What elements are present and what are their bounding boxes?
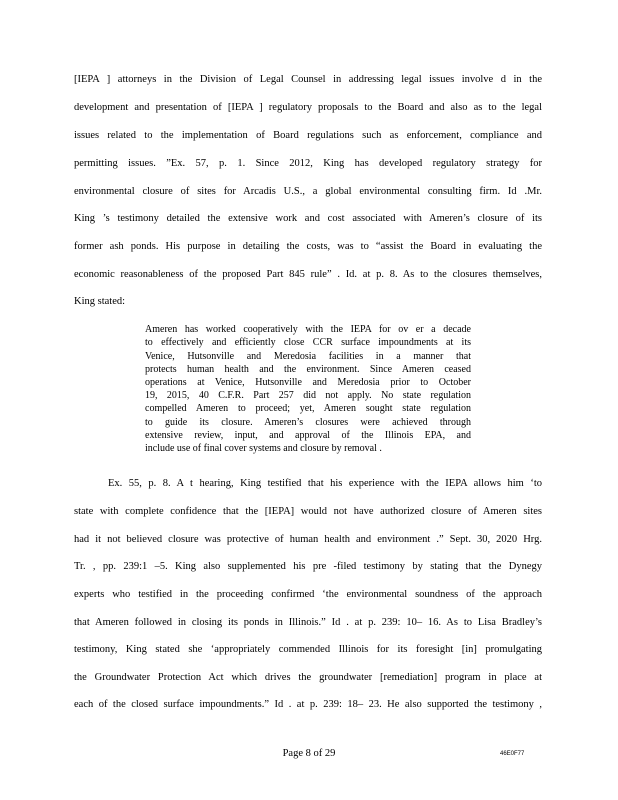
quote-line: to guide its closure. Ameren’s closures were achieved through	[145, 417, 471, 428]
paragraph-line: King ’s testimony detailed the extensive work and cost associated with Ameren’s closure of its	[74, 213, 542, 224]
paragraph-line: each of the closed surface impoundments.” Id . at p. 239: 18– 23. He also supported the testimony ,	[74, 699, 542, 710]
paragraph-line: the Groundwater Protection Act which drives the groundwater [remediation] program in place at	[74, 672, 542, 683]
paragraph-line: Ex. 55, p. 8. A t hearing, King testified that his experience with the IEPA allows him ‘to	[108, 478, 542, 489]
quote-line: operations at Venice, Hutsonville and Meredosia prior to October	[145, 377, 471, 388]
paragraph-line: development and presentation of [IEPA ] regulatory proposals to the Board and also as to the legal	[74, 102, 542, 113]
quote-line: protects human health and the environment. Since Ameren ceased	[145, 364, 471, 375]
paragraph-line: state with complete confidence that the [IEPA] would not have authorized closure of Ameren sites	[74, 506, 542, 517]
quote-line: 19, 2015, 40 C.F.R. Part 257 did not apply. No state regulation	[145, 390, 471, 401]
paragraph-line: former ash ponds. His purpose in detailing the costs, was to “assist the Board in evaluating the	[74, 241, 542, 252]
paragraph-line: environmental closure of sites for Arcadis U.S., a global environmental consulting firm. Id .Mr.	[74, 186, 542, 197]
document-id: 46E0F77	[500, 751, 525, 757]
quote-line: Venice, Hutsonville and Meredosia facilities in a manner that	[145, 351, 471, 362]
paragraph-line: King stated:	[74, 296, 126, 307]
page-number: Page 8 of 29	[282, 748, 336, 759]
quote-line: extensive review, input, and approval of the Illinois EPA, and	[145, 430, 471, 441]
paragraph-line: permitting issues. ”Ex. 57, p. 1. Since 2012, King has developed regulatory strategy for	[74, 158, 542, 169]
paragraph-line: experts who testified in the proceeding confirmed ‘the environmental soundness of the approach	[74, 589, 542, 600]
quote-line: compelled Ameren to proceed; yet, Ameren sought state regulation	[145, 403, 471, 414]
paragraph-line: Tr. , pp. 239:1 –5. King also supplemented his pre -filed testimony by stating that the Dynegy	[74, 561, 542, 572]
paragraph-line: issues related to the implementation of Board regulations such as enforcement, compliance and	[74, 130, 542, 141]
paragraph-line: testimony, King stated she ‘appropriately commended Illinois for its foresight [in] promulgating	[74, 644, 542, 655]
quote-line: to effectively and efficiently close CCR surface impoundments at its	[145, 337, 471, 348]
paragraph-line: had it not believed closure was protective of human health and environment .” Sept. 30, 2020 Hrg.	[74, 534, 542, 545]
quote-line: include use of final cover systems and closure by removal .	[145, 443, 382, 454]
paragraph-line: [IEPA ] attorneys in the Division of Legal Counsel in addressing legal issues involve d in the	[74, 74, 542, 85]
paragraph-line: economic reasonableness of the proposed Part 845 rule” . Id. at p. 8. As to the closures themselves,	[74, 269, 542, 280]
paragraph-line: that Ameren followed in closing its ponds in Illinois.” Id . at p. 239: 10– 16. As to Lisa Bradley’s	[74, 617, 542, 628]
quote-line: Ameren has worked cooperatively with the IEPA for ov er a decade	[145, 324, 471, 335]
